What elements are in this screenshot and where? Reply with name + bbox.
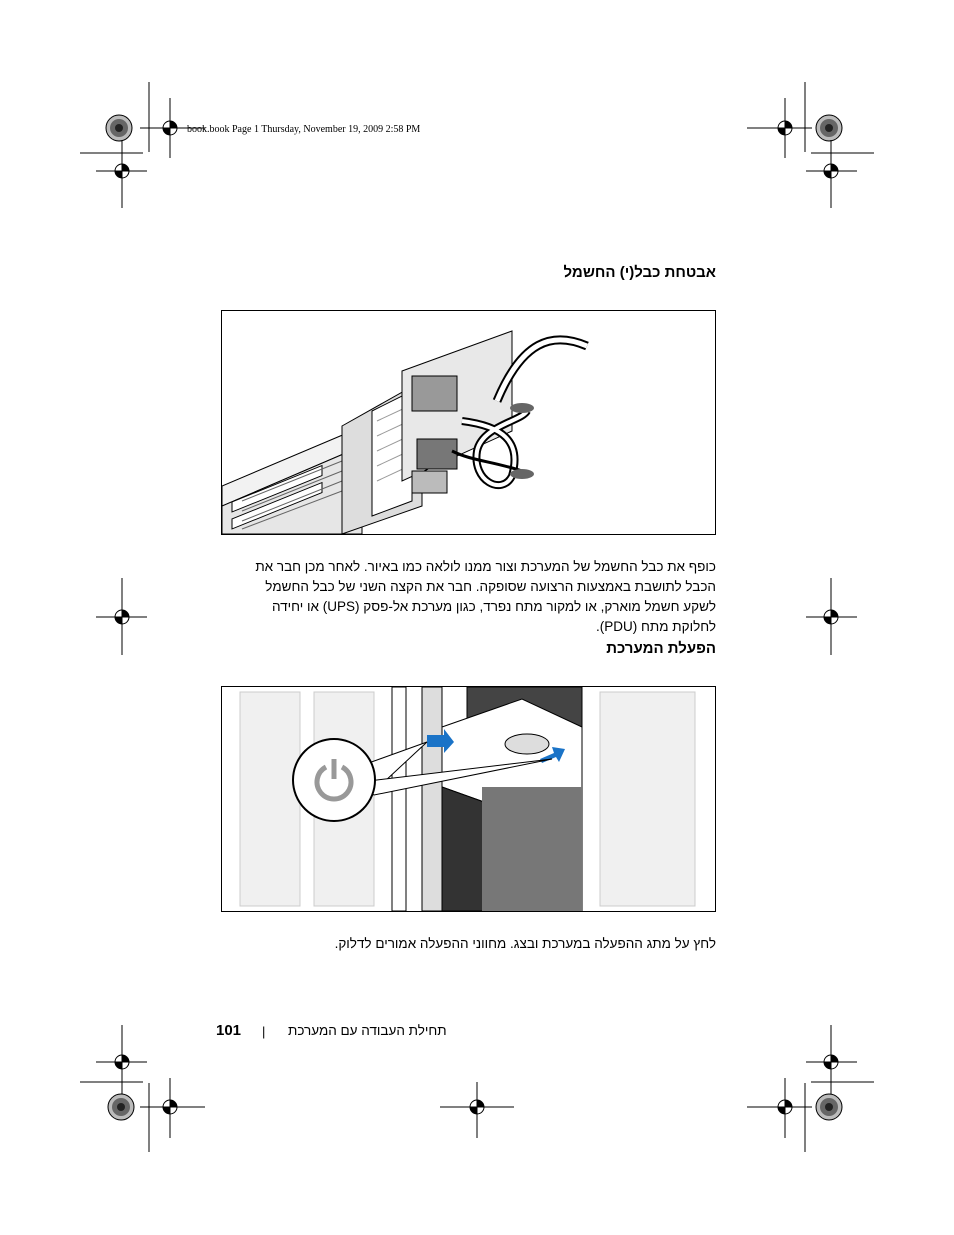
power-on-illustration [222, 687, 715, 911]
crop-mark [747, 1025, 874, 1152]
section-heading-power-on: הפעלת המערכת [606, 640, 716, 657]
crop-mark [96, 578, 147, 655]
paragraph-power-cable: כופף את כבל החשמל של המערכת וצור ממנו לולאה כמו באיור. לאחר מכן חבר את הכבל לתושבת באמצעות הרצועה שסופקה. חבר את הקצה השני של כבל החשמל לשקע חשמל מוארק, או למקור מתח נפרד, כגון מערכת אל-פסק (UPS) או יחידה לחלוקת מתח (PDU). [255, 559, 716, 634]
figure-power-cable [221, 310, 716, 535]
section-heading-power-cable: אבטחת כבל(י) החשמל [563, 264, 716, 281]
slug-line: book.book Page 1 Thursday, November 19, 2009 2:58 PM [187, 124, 421, 135]
power-cable-illustration [222, 311, 715, 534]
crop-mark [440, 1082, 514, 1138]
paragraph-power-on: לחץ על מתג ההפעלה במערכת ובצג. מחווני ההפעלה אמורים לדלוק. [334, 936, 716, 951]
figure-power-on [221, 686, 716, 912]
page-number: 101 [216, 1022, 242, 1039]
crop-mark [80, 82, 205, 208]
crop-mark [806, 578, 857, 655]
crop-mark [80, 1025, 205, 1152]
footer-separator: | [262, 1024, 266, 1039]
footer-title: תחילת העבודה עם המערכת [288, 1023, 447, 1038]
crop-mark [747, 82, 874, 208]
